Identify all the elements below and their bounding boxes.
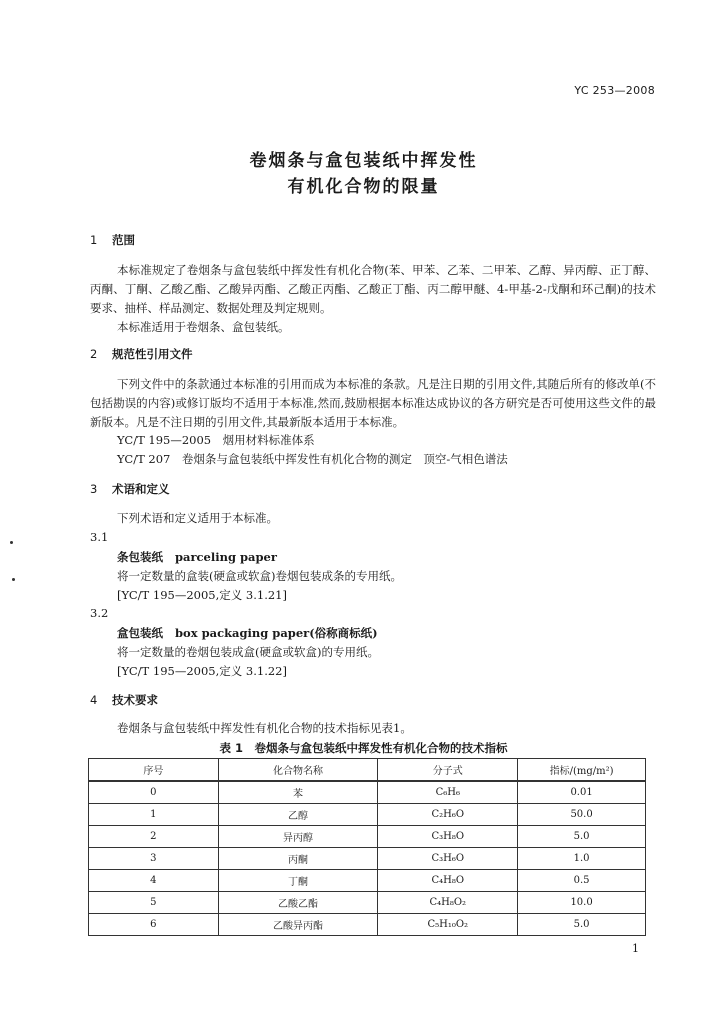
table-cell: 苯 <box>218 781 378 804</box>
term-english: box packaging paper(俗称商标纸) <box>175 626 378 640</box>
section-title: 规范性引用文件 <box>112 347 193 361</box>
section-title: 技术要求 <box>112 693 158 707</box>
table-cell: 乙醇 <box>218 804 378 826</box>
table-cell: 乙酸异丙酯 <box>218 914 378 936</box>
table-cell: C₃H₈O <box>378 826 518 848</box>
table-cell: 10.0 <box>518 892 646 914</box>
normative-reference-2: YC/T 207 卷烟条与盒包装纸中挥发性有机化合物的测定 顶空-气相色谱法 <box>117 452 508 466</box>
table-caption: 表 1 卷烟条与盒包装纸中挥发性有机化合物的技术指标 <box>219 741 508 755</box>
table-cell: 0 <box>89 781 219 804</box>
table-cell: 5 <box>89 892 219 914</box>
column-header: 指标/(mg/m²) <box>518 759 646 782</box>
term-english: parceling paper <box>175 550 277 564</box>
term-3-1-number: 3.1 <box>90 530 109 544</box>
table-row <box>89 826 646 848</box>
section-number: 1 <box>90 233 98 247</box>
table-cell: C₃H₆O <box>378 848 518 870</box>
table-cell: C₅H₁₀O₂ <box>378 914 518 936</box>
page-number: 1 <box>632 942 639 955</box>
section-4-heading <box>90 692 158 708</box>
table-cell: 5.0 <box>518 826 646 848</box>
term-3-2-definition: 将一定数量的卷烟包装成盒(硬盒或软盒)的专用纸。 <box>117 645 379 659</box>
table-cell: 丙酮 <box>218 848 378 870</box>
section-1-paragraph-1: 本标准规定了卷烟条与盒包装纸中挥发性有机化合物(苯、甲苯、乙苯、二甲苯、乙醇、异丙醇、正丁醇、丙酮、丁酮、乙酸乙酯、乙酸异丙酯、乙酸正丙酯、乙酸正丁酯、丙二醇甲醚、4-甲基-2-戊酮和环己酮)的技术要求、抽样、样品测定、数据处理及判定规则。 <box>90 263 656 315</box>
term-3-1-definition: 将一定数量的盒装(硬盒或软盒)卷烟包装成条的专用纸。 <box>117 569 402 583</box>
term-chinese: 条包装纸 <box>117 550 163 564</box>
section-2-heading <box>90 346 193 362</box>
section-3-paragraph-1: 下列术语和定义适用于本标准。 <box>117 511 278 525</box>
document-title-line2: 有机化合物的限量 <box>287 177 440 197</box>
column-header: 化合物名称 <box>218 759 378 782</box>
table-cell: 6 <box>89 914 219 936</box>
section-number: 3 <box>90 482 98 496</box>
section-2-paragraph-1: 下列文件中的条款通过本标准的引用而成为本标准的条款。凡是注日期的引用文件,其随后所有的修改单(不包括勘误的内容)或修订版均不适用于本标准,然而,鼓励根据本标准达成协议的各方研究是否可使用这些文件的最新版本。凡是不注日期的引用文件,其最新版本适用于本标准。 <box>90 377 656 429</box>
table-cell: C₆H₆ <box>378 781 518 804</box>
table-cell: 丁酮 <box>218 870 378 892</box>
table-cell: 0.5 <box>518 870 646 892</box>
table-cell: 5.0 <box>518 914 646 936</box>
section-title: 术语和定义 <box>112 482 170 496</box>
table-row <box>89 781 646 804</box>
term-3-2-number: 3.2 <box>90 606 109 620</box>
table-cell: 50.0 <box>518 804 646 826</box>
table-cell: 1 <box>89 804 219 826</box>
section-1-heading <box>90 232 135 248</box>
table-cell: C₄H₈O <box>378 870 518 892</box>
section-1-paragraph-2: 本标准适用于卷烟条、盒包装纸。 <box>117 320 290 334</box>
document-title-line1: 卷烟条与盒包装纸中挥发性 <box>249 151 478 171</box>
section-number: 4 <box>90 693 98 707</box>
table-cell: C₂H₆O <box>378 804 518 826</box>
table-cell: 1.0 <box>518 848 646 870</box>
section-3-heading <box>90 481 170 497</box>
table-cell: 4 <box>89 870 219 892</box>
column-header: 分子式 <box>378 759 518 782</box>
table-row <box>89 892 646 914</box>
section-title: 范围 <box>112 233 135 247</box>
table-header-row <box>89 759 646 782</box>
column-header: 序号 <box>89 759 219 782</box>
term-3-1-reference: [YC/T 195—2005,定义 3.1.21] <box>117 588 287 602</box>
term-3-2 <box>117 625 378 641</box>
table-cell: 0.01 <box>518 781 646 804</box>
table-cell: 2 <box>89 826 219 848</box>
margin-mark <box>12 578 15 581</box>
section-4-paragraph-1: 卷烟条与盒包装纸中挥发性有机化合物的技术指标见表1。 <box>117 721 412 735</box>
term-3-1 <box>117 549 277 565</box>
margin-mark <box>10 541 13 544</box>
term-chinese: 盒包装纸 <box>117 626 163 640</box>
table-cell: 异丙醇 <box>218 826 378 848</box>
term-3-2-reference: [YC/T 195—2005,定义 3.1.22] <box>117 664 287 678</box>
table-row <box>89 804 646 826</box>
table-row <box>89 870 646 892</box>
table-cell: 3 <box>89 848 219 870</box>
table-cell: 乙酸乙酯 <box>218 892 378 914</box>
table-cell: C₄H₈O₂ <box>378 892 518 914</box>
table-row <box>89 914 646 936</box>
standard-number: YC 253—2008 <box>574 84 655 97</box>
section-number: 2 <box>90 347 98 361</box>
normative-reference-1: YC/T 195—2005 烟用材料标准体系 <box>117 433 315 447</box>
table-row <box>89 848 646 870</box>
technical-indicator-table <box>88 758 646 936</box>
